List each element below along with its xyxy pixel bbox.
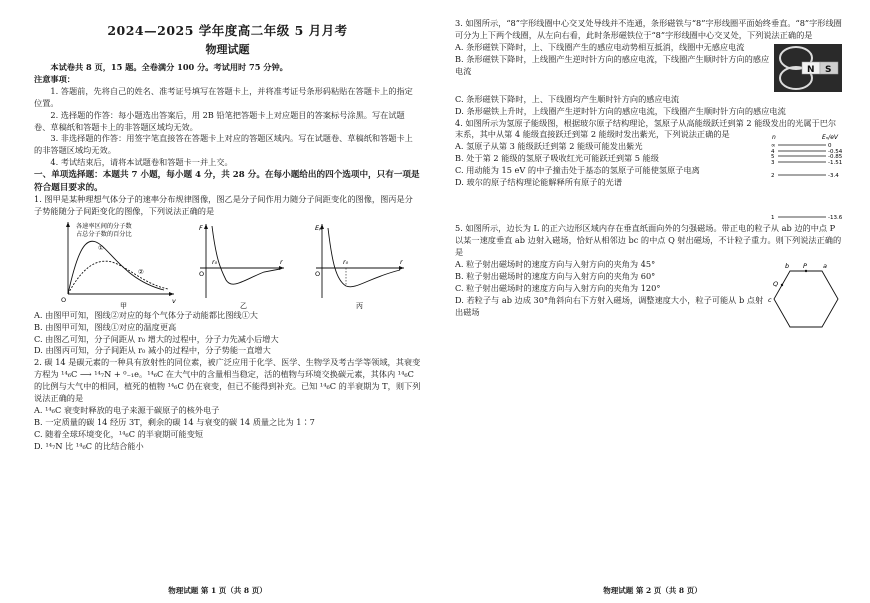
energy-level-value: -1.51 xyxy=(828,160,843,167)
magnet-S-label: S xyxy=(825,64,832,75)
fig-a-v-label: v xyxy=(172,296,176,305)
left-footer: 物理试题 第 1 页（共 8 页） xyxy=(168,586,267,596)
energy-level-value: -13.6 xyxy=(828,215,843,222)
right-page xyxy=(435,0,870,603)
level-head-E: Eₙ/eV xyxy=(822,134,839,142)
q5-block xyxy=(455,259,844,339)
hex-label-P: P xyxy=(803,262,807,271)
fig-c-caption: 丙 xyxy=(356,301,363,310)
q5-options xyxy=(455,259,768,339)
q3-option-b: B. 条形磁铁下降时，上线圈产生逆时针方向的感应电流，下线圈产生顺时针方向的感应电流 xyxy=(455,53,770,76)
hex-label-c: c xyxy=(768,296,772,305)
exam-subtitle: 物理试题 xyxy=(205,43,250,57)
q3-options xyxy=(455,42,772,94)
energy-level-value: -0.85 xyxy=(828,154,843,161)
q1-stem: 1. 图甲是某种理想气体分子的速率分布规律图像，图乙是分子间作用力随分子间距变化的图像，图丙是分子势能随分子间距变化的图像，下列说法正确的是 xyxy=(34,193,413,216)
fig-c-r-label: r xyxy=(400,257,403,266)
q3-stem: 3. 如图所示，“8”字形线圈中心交叉处导线并不连通，条形磁铁与“8”字形线圈平面始终垂直。“8”字形线圈可分为上下两个线圈，从左向右看，此时条形磁铁位于“8”字形线圈中心交叉处，下列说法正确的是 xyxy=(455,18,842,40)
fig-a-origin: O xyxy=(61,295,67,304)
fig-a-curve-2-label: ② xyxy=(138,267,144,276)
fig-a-ylabel-2: 占总分子数的百分比 xyxy=(76,230,132,238)
q4-option-a: A. 氢原子从第 3 能级跃迁到第 2 能级可能发出紫光 xyxy=(455,141,643,152)
q4-option-b: B. 处于第 2 能级的氢原子吸收红光可能跃迁到第 5 能级 xyxy=(455,153,659,164)
level-head-n: n xyxy=(772,134,776,142)
exam-info: 本试卷共 8 页，15 题。全卷满分 100 分。考试用时 75 分钟。 xyxy=(50,62,288,73)
energy-level-n: 5 xyxy=(771,154,775,161)
q5-option-a: A. 粒子射出磁场时的速度方向与入射方向的夹角为 45° xyxy=(455,259,656,270)
magnet-N-label: N xyxy=(807,64,815,75)
energy-level-n: 3 xyxy=(771,160,775,167)
q4-options xyxy=(455,141,770,223)
fig-b-r-label: r xyxy=(280,257,283,266)
q4-energy-level-diagram xyxy=(770,131,844,223)
q1-option-a: A. 由图甲可知，图线②对应的每个气体分子动能都比图线①大 xyxy=(34,309,258,320)
hex-label-a: a xyxy=(823,262,827,271)
energy-level-value: -3.4 xyxy=(828,173,839,180)
q5-option-b: B. 粒子射出磁场时的速度方向与入射方向的夹角为 60° xyxy=(455,270,656,281)
energy-level-n: ∞ xyxy=(771,143,776,150)
fig-a-caption: 甲 xyxy=(120,301,127,310)
notice-2: 2. 选择题的作答：每小题选出答案后，用 2B 铅笔把答题卡上对应题目的答案标号涂黑。写在试题卷、草稿纸和答题卡上的非答题区域均无效。 xyxy=(34,109,405,132)
section-heading: 一、单项选择题：本题共 7 小题，每小题 4 分，共 28 分。在每小题给出的四个选项中，只有一项是符合题目要求的。 xyxy=(34,170,420,193)
q5-hexagon-figure xyxy=(768,259,844,339)
q3-option-d: D. 条形磁铁上升时，上线圈产生逆时针方向的感应电流，下线圈产生顺时针方向的感应电流 xyxy=(455,105,786,116)
q2-option-c: C. 随着全球环境变化，¹⁴₆C 的半衰期可能变短 xyxy=(34,428,204,439)
energy-level-value: -0.54 xyxy=(828,149,843,156)
q1-figures xyxy=(34,218,421,310)
energy-level-n: 1 xyxy=(771,215,775,222)
q1-option-d: D. 由图丙可知，分子间距从 r₀ 减小的过程中，分子势能一直增大 xyxy=(34,345,271,356)
fig-b-F-label: F xyxy=(199,223,203,232)
fig-b-r0-label: r₀ xyxy=(212,257,218,266)
fig-c-Ep-label: Eₚ xyxy=(315,223,322,232)
notice-3: 3. 非选择题的作答：用签字笔直接答在答题卡上对应的答题区域内。写在试题卷、草稿纸和答题卡上的非答题区域均无效。 xyxy=(34,133,413,156)
q3-block xyxy=(455,42,844,94)
notice-1: 1. 答题前，先将自己的姓名、准考证号填写在答题卡上，并将准考证号条形码粘贴在答题卡上的指定位置。 xyxy=(34,85,413,108)
q1-figure-svg xyxy=(34,218,414,310)
q1-option-c: C. 由图乙可知，分子间距从 r₀ 增大的过程中，分子力先减小后增大 xyxy=(34,333,279,344)
fig-a-curve-1-label: ① xyxy=(98,243,104,252)
fig-c xyxy=(315,224,404,310)
fig-c-origin: O xyxy=(315,269,321,278)
exam-title: 2024—2025 学年度高二年级 5 月月考 xyxy=(107,23,348,38)
q2-option-a: A. ¹⁴₆C 衰变时释放的电子来源于碳原子的核外电子 xyxy=(34,404,220,415)
fig-a xyxy=(61,222,176,310)
q5-option-c: C. 粒子射出磁场时的速度方向与入射方向的夹角为 120° xyxy=(455,282,661,293)
energy-levels xyxy=(771,143,843,221)
q4-block xyxy=(455,134,844,223)
hex-label-Q: Q xyxy=(773,280,779,289)
q2-option-d: D. ¹⁴₇N 比 ¹⁴₆C 的比结合能小 xyxy=(34,440,144,451)
q5-stem: 5. 如图所示，边长为 L 的正六边形区域内存在垂直纸面向外的匀强磁场。带正电的粒子从 ab 边的中点 P 以某一速度垂直 ab 边射入磁场，恰好从相邻边 bc 的中点 Q 射出磁场，不计粒子重力。则下列说法正确的是 xyxy=(455,223,842,258)
fig-b-caption: 乙 xyxy=(240,301,247,310)
q3-option-a: A. 条形磁铁下降时，上、下线圈产生的感应电动势相互抵消，线圈中无感应电流 xyxy=(455,41,745,52)
q5-option-d: D. 若粒子与 ab 边成 30°角斜向右下方射入磁场，调整速度大小，粒子可能从 b 点射出磁场 xyxy=(455,294,764,317)
fig-c-r0-label: r₀ xyxy=(343,257,349,266)
notice-4: 4. 考试结束后，请将本试题卷和答题卡一并上交。 xyxy=(50,157,233,168)
hex-label-b: b xyxy=(785,262,790,271)
q4-option-d: D. 玻尔的原子结构理论能解释所有原子的光谱 xyxy=(455,177,623,188)
fig-a-ylabel-1: 各速率区间的分子数 xyxy=(76,222,132,230)
q3-figure-magnet-coil xyxy=(772,42,844,94)
q2-option-b: B. 一定质量的碳 14 经历 3T，剩余的碳 14 与衰变的碳 14 质量之比为 1∶7 xyxy=(34,416,315,427)
q3-option-c: C. 条形磁铁下降时，上、下线圈均产生顺时针方向的感应电流 xyxy=(455,93,680,104)
right-footer: 物理试题 第 2 页（共 8 页） xyxy=(603,586,702,596)
notice-heading: 注意事项： xyxy=(34,73,75,84)
q2-stem: 2. 碳 14 是碳元素的一种具有放射性的同位素，被广泛应用于化学、医学、生物学及考古学等领域，其衰变方程为 ¹⁴₆C ⟶ ¹⁴₇N + ⁰₋₁e。¹⁴₆C 在大气中的含量相当稳定，活的植物与环境交换碳元素，其体内 ¹⁴₆C 的比例与大气中的相同，植死的植物 ¹⁴₆C 仍在衰变，但已不能得到补充。已知 ¹⁴₆C 的半衰期为 T，则下列说法正确的是 xyxy=(34,357,421,403)
fig-b-origin: O xyxy=(199,269,205,278)
q1-option-b: B. 由图甲可知，图线①对应的温度更高 xyxy=(34,321,177,332)
q4-option-c: C. 用动能为 15 eV 的中子撞击处于基态的氢原子可能使氢原子电离 xyxy=(455,165,700,176)
energy-level-n: 4 xyxy=(771,149,775,156)
energy-level-n: 2 xyxy=(771,173,775,180)
energy-level-value: 0 xyxy=(828,143,832,150)
fig-b xyxy=(199,224,284,310)
q4-stem: 4. 如图所示为氢原子能级图，根据玻尔原子结构理论，氢原子从高能级跃迁到第 2 能级发出的光属于巴尔末系，其中从第 4 能级直接跃迁到第 2 能级时发出紫光，下列说法正确的是 xyxy=(455,117,837,140)
